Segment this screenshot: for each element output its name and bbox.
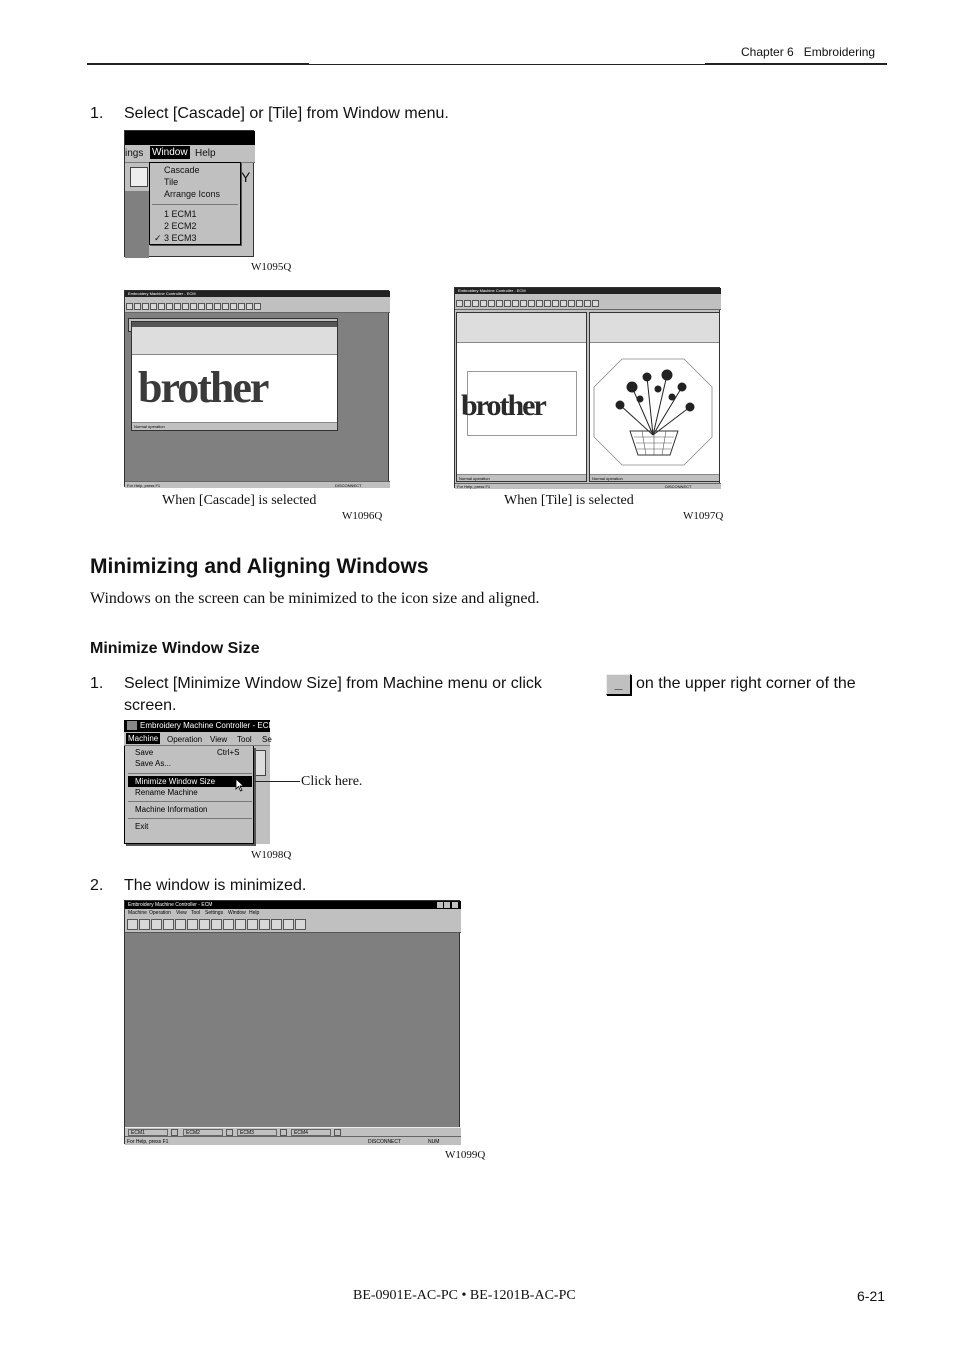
menu-settings-partial[interactable]: ings bbox=[125, 148, 144, 159]
statusbar bbox=[455, 483, 721, 489]
menu-item-ecm2[interactable]: 2 ECM2 bbox=[164, 221, 197, 231]
minimized-icons-row bbox=[125, 1127, 461, 1136]
footer-model: BE-0901E-AC-PC • BE-1201B-AC-PC bbox=[353, 1288, 576, 1303]
step-min-1-text-after: on the upper right corner of the bbox=[636, 675, 856, 692]
menu-item-cascade[interactable]: Cascade bbox=[164, 165, 200, 175]
minimized-window-ecm1[interactable]: ECM1 bbox=[128, 1129, 168, 1136]
step-min-1-text bbox=[124, 675, 542, 693]
frame-icon[interactable] bbox=[235, 919, 246, 930]
step-min-1-line2: screen. bbox=[124, 697, 177, 714]
maximize-icon[interactable] bbox=[444, 902, 450, 908]
menu-item-ecm3[interactable]: 3 ECM3 bbox=[164, 233, 197, 243]
connect-status: DISCONNECT bbox=[665, 484, 692, 489]
app-title: Embroidery Machine Controller - ECM bbox=[128, 291, 196, 296]
toolbar-icon-partial bbox=[254, 750, 266, 776]
menu-machine[interactable]: Machine bbox=[128, 910, 147, 916]
figure-code-w1099q: W1099Q bbox=[445, 1149, 486, 1161]
app-icon bbox=[127, 721, 137, 730]
mouse-cursor-icon bbox=[235, 778, 245, 792]
header-rule-right bbox=[705, 63, 887, 65]
minimized-screenshot bbox=[124, 900, 460, 1144]
footer-page-number: 6-21 bbox=[857, 1288, 886, 1304]
design-preview: brother bbox=[138, 363, 268, 412]
design-preview: brother bbox=[461, 389, 545, 422]
callout-click-here: Click here. bbox=[301, 774, 363, 789]
tile-screenshot bbox=[454, 287, 720, 488]
menu-operation[interactable]: Operation bbox=[149, 910, 171, 916]
printer-icon[interactable] bbox=[259, 919, 270, 930]
cascaded-window-front bbox=[131, 321, 338, 431]
help-icon[interactable] bbox=[283, 919, 294, 930]
check-icon: ✓ bbox=[154, 233, 162, 243]
section-title: Minimizing and Aligning Windows bbox=[90, 555, 429, 578]
header-rule-left bbox=[87, 63, 309, 65]
move-icon[interactable] bbox=[163, 919, 174, 930]
window-dropdown bbox=[149, 162, 241, 245]
callout-line bbox=[255, 781, 300, 782]
menu-item-save-as[interactable]: Save As... bbox=[135, 759, 172, 768]
window-info-panel bbox=[132, 327, 337, 355]
context-help-icon[interactable] bbox=[295, 919, 306, 930]
step-min-2-number: 2. bbox=[90, 877, 104, 894]
menu-view[interactable]: View bbox=[176, 910, 187, 916]
step-1-text: Select [Cascade] or [Tile] from Window menu. bbox=[124, 105, 449, 122]
menu-machine[interactable]: Machine bbox=[128, 734, 159, 743]
menu-settings[interactable]: Settings bbox=[205, 910, 224, 916]
menu-tool[interactable]: Tool bbox=[237, 735, 252, 744]
menu-tool[interactable]: Tool bbox=[191, 910, 201, 916]
step-min-2-text: The window is minimized. bbox=[124, 877, 307, 894]
toolbar-icon-partial: Y bbox=[241, 169, 251, 185]
thread-icon[interactable] bbox=[247, 919, 258, 930]
zoom-out-icon[interactable] bbox=[139, 919, 150, 930]
menubar bbox=[125, 145, 255, 163]
menu-item-tile[interactable]: Tile bbox=[164, 177, 179, 187]
menu-item-machine-information[interactable]: Machine Information bbox=[135, 805, 208, 814]
status-text: For Help, press F1 bbox=[127, 1139, 169, 1145]
step-1 bbox=[90, 105, 103, 123]
toolbar-icon bbox=[130, 167, 148, 187]
menubar bbox=[124, 732, 270, 746]
close-icon[interactable] bbox=[452, 902, 458, 908]
tool-icon[interactable] bbox=[271, 919, 282, 930]
statusbar bbox=[125, 1136, 461, 1145]
cascade-screenshot bbox=[124, 290, 389, 487]
machine-dropdown bbox=[124, 746, 254, 844]
app-title: Embroidery Machine Controller - ECM bbox=[128, 902, 213, 908]
minimized-window-ecm2[interactable]: ECM2 bbox=[183, 1129, 223, 1136]
drive-icon[interactable] bbox=[199, 919, 210, 930]
titlebar bbox=[125, 901, 461, 909]
figure-code-w1098q: W1098Q bbox=[251, 849, 292, 861]
zoom-fit-icon[interactable] bbox=[151, 919, 162, 930]
tile-window-right bbox=[589, 312, 720, 482]
titlebar bbox=[125, 131, 255, 145]
figure-code-w1095q: W1095Q bbox=[251, 261, 292, 273]
menu-item-rename-machine[interactable]: Rename Machine bbox=[135, 788, 198, 797]
tile-caption: When [Tile] is selected bbox=[504, 493, 634, 508]
menu-separator bbox=[152, 204, 238, 205]
restore-icon[interactable] bbox=[171, 1129, 178, 1136]
status-text: For Help, press F1 bbox=[127, 483, 161, 488]
figure-code-w1097q: W1097Q bbox=[683, 510, 724, 522]
menu-view[interactable]: View bbox=[210, 735, 228, 744]
menubar bbox=[125, 909, 461, 917]
connect-status: DISCONNECT bbox=[335, 483, 362, 488]
page-header bbox=[741, 45, 875, 59]
lock-icon[interactable] bbox=[187, 919, 198, 930]
menu-item-exit[interactable]: Exit bbox=[135, 822, 149, 831]
step-min-1-number: 1. bbox=[90, 675, 104, 692]
cascade-caption: When [Cascade] is selected bbox=[162, 493, 317, 508]
machine-menu-screenshot bbox=[124, 720, 276, 844]
minimize-button-icon[interactable]: _ bbox=[606, 674, 631, 695]
menu-help[interactable]: Help bbox=[249, 910, 260, 916]
num-lock-status: NUM bbox=[428, 1139, 440, 1145]
toolbar bbox=[455, 299, 721, 310]
menu-window[interactable]: Window bbox=[228, 910, 246, 916]
menu-operation[interactable]: Operation bbox=[167, 735, 203, 744]
inner-status: Normal operation bbox=[134, 424, 165, 429]
menu-item-minimize-window-size[interactable]: Minimize Window Size bbox=[135, 777, 216, 786]
statusbar bbox=[125, 481, 390, 488]
section-label: Embroidering bbox=[803, 45, 876, 59]
minimized-window-ecm3[interactable]: ECM3 bbox=[237, 1129, 277, 1136]
restore-icon[interactable] bbox=[226, 1129, 233, 1136]
menu-help[interactable]: Help bbox=[195, 148, 216, 159]
subsection-title: Minimize Window Size bbox=[90, 640, 260, 657]
titlebar bbox=[124, 720, 276, 732]
app-title: Embroidery Machine Controller - ECM bbox=[458, 288, 526, 293]
minimized-window-ecm4[interactable]: ECM4 bbox=[291, 1129, 331, 1136]
delete-icon[interactable] bbox=[211, 919, 222, 930]
status-text: For Help, press F1 bbox=[457, 484, 491, 489]
menu-item-arrange-icons[interactable]: Arrange Icons bbox=[164, 189, 221, 199]
step-min-1-text-before: Select [Minimize Window Size] from Machine menu or click bbox=[124, 675, 542, 692]
restore-icon[interactable] bbox=[334, 1129, 341, 1136]
menu-window[interactable]: Window bbox=[152, 147, 188, 158]
app-title: Embroidery Machine Controller - ECM bbox=[140, 721, 276, 730]
chapter-label: Chapter 6 bbox=[741, 45, 794, 59]
menu-item-save-shortcut: Ctrl+S bbox=[217, 748, 240, 757]
flower-basket-design bbox=[592, 357, 714, 467]
toolbar bbox=[125, 917, 461, 933]
figure-code-w1096q: W1096Q bbox=[342, 510, 383, 522]
tile-window-left bbox=[456, 312, 587, 482]
step-number: 1. bbox=[90, 105, 104, 122]
toolbar bbox=[125, 302, 390, 313]
menu-item-save[interactable]: Save bbox=[135, 748, 154, 757]
list-icon[interactable] bbox=[175, 919, 186, 930]
workspace bbox=[125, 191, 149, 258]
inner-status: Normal operation bbox=[459, 476, 490, 481]
stop-icon[interactable] bbox=[223, 919, 234, 930]
menu-item-ecm1[interactable]: 1 ECM1 bbox=[164, 209, 197, 219]
window-menu-screenshot bbox=[124, 130, 254, 257]
restore-icon[interactable] bbox=[280, 1129, 287, 1136]
zoom-in-icon[interactable] bbox=[127, 919, 138, 930]
minimize-icon[interactable] bbox=[437, 902, 443, 908]
inner-status-2: Normal operation bbox=[592, 476, 623, 481]
section-intro: Windows on the screen can be minimized to the icon size and aligned. bbox=[90, 590, 540, 607]
connect-status: DISCONNECT bbox=[368, 1139, 402, 1145]
menu-settings-partial[interactable]: Se bbox=[262, 735, 272, 744]
